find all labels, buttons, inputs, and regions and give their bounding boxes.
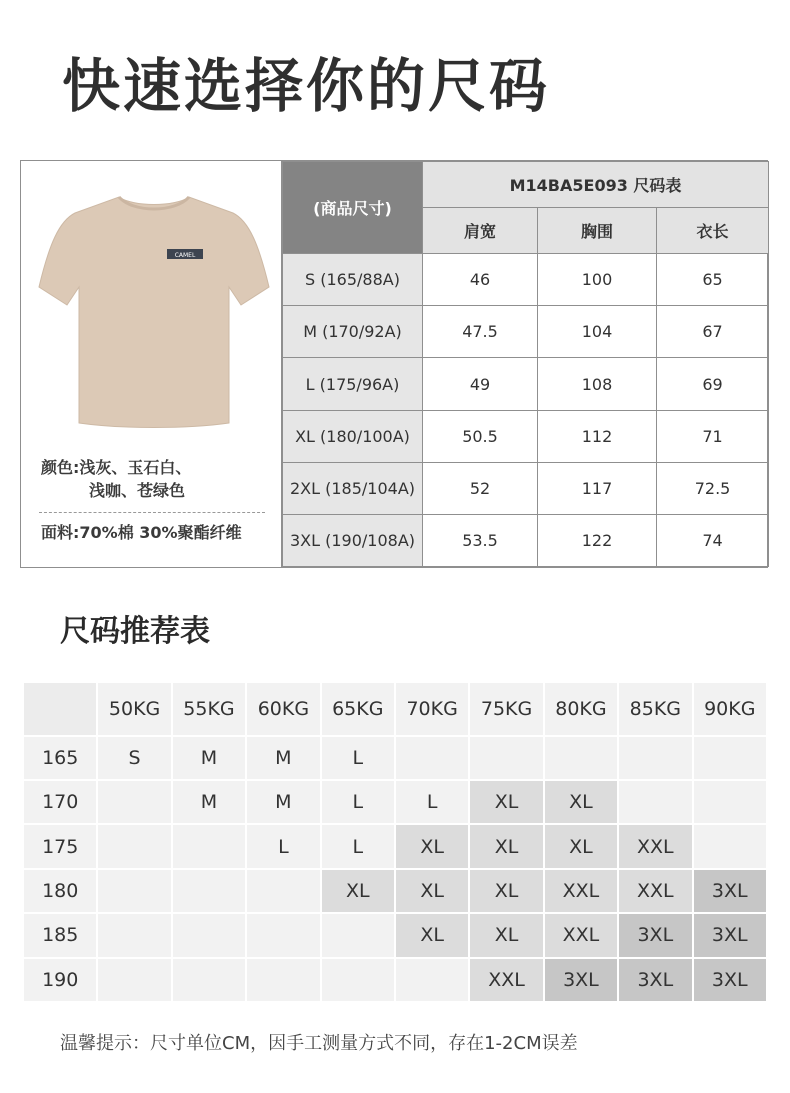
recommended-size bbox=[470, 737, 542, 779]
recommended-size: 3XL bbox=[545, 959, 617, 1001]
height-row bbox=[24, 737, 766, 779]
recommended-size: L bbox=[322, 737, 394, 779]
recommended-size bbox=[173, 825, 245, 867]
recommended-size bbox=[619, 737, 691, 779]
height-row bbox=[24, 959, 766, 1001]
size-chart-block bbox=[20, 160, 768, 568]
recommendation-title: 尺码推荐表 bbox=[60, 614, 210, 649]
recommended-size: L bbox=[322, 825, 394, 867]
recommended-size: XXL bbox=[619, 825, 691, 867]
recommended-size bbox=[173, 959, 245, 1001]
size-value: 72.5 bbox=[657, 462, 769, 514]
height-row bbox=[24, 914, 766, 956]
recommended-size: XXL bbox=[545, 914, 617, 956]
recommended-size bbox=[173, 870, 245, 912]
recommended-size: M bbox=[247, 737, 319, 779]
weight-header: 70KG bbox=[396, 683, 468, 735]
recommended-size bbox=[396, 737, 468, 779]
measurement-tip: 温馨提示：尺寸单位CM，因手工测量方式不同，存在1-2CM误差 bbox=[60, 1033, 578, 1054]
height-label: 185 bbox=[24, 914, 96, 956]
size-row bbox=[283, 254, 769, 306]
column-header-chest: 胸围 bbox=[538, 208, 657, 254]
fabric-info: 面料:70%棉 30%聚酯纤维 bbox=[41, 523, 242, 542]
recommended-size: 3XL bbox=[619, 959, 691, 1001]
size-value: 49 bbox=[423, 358, 538, 410]
size-label: S (165/88A) bbox=[283, 254, 423, 306]
size-value: 122 bbox=[538, 514, 657, 566]
size-value: 100 bbox=[538, 254, 657, 306]
recommended-size bbox=[322, 959, 394, 1001]
recommended-size bbox=[694, 825, 766, 867]
recommended-size: XL bbox=[470, 825, 542, 867]
size-value: 104 bbox=[538, 306, 657, 358]
weight-header: 75KG bbox=[470, 683, 542, 735]
recommended-size bbox=[694, 781, 766, 823]
recommended-size: 3XL bbox=[694, 914, 766, 956]
size-label: 2XL (185/104A) bbox=[283, 462, 423, 514]
height-label: 170 bbox=[24, 781, 96, 823]
size-row bbox=[283, 462, 769, 514]
size-value: 108 bbox=[538, 358, 657, 410]
recommended-size: L bbox=[322, 781, 394, 823]
recommended-size: XL bbox=[396, 870, 468, 912]
size-value: 47.5 bbox=[423, 306, 538, 358]
recommended-size: XL bbox=[396, 914, 468, 956]
recommended-size: XXL bbox=[470, 959, 542, 1001]
size-value: 69 bbox=[657, 358, 769, 410]
height-row bbox=[24, 870, 766, 912]
page-title: 快速选择你的尺码 bbox=[62, 52, 551, 120]
recommended-size: 3XL bbox=[619, 914, 691, 956]
height-label: 175 bbox=[24, 825, 96, 867]
height-label: 190 bbox=[24, 959, 96, 1001]
color-values-line1: 浅灰、玉石白、 bbox=[79, 458, 192, 477]
color-options bbox=[41, 456, 191, 480]
size-value: 117 bbox=[538, 462, 657, 514]
weight-header: 80KG bbox=[545, 683, 617, 735]
recommended-size bbox=[247, 914, 319, 956]
recommended-size: 3XL bbox=[694, 959, 766, 1001]
recommended-size bbox=[98, 825, 170, 867]
size-row bbox=[283, 306, 769, 358]
recommended-size bbox=[173, 914, 245, 956]
recommended-size: 3XL bbox=[694, 870, 766, 912]
height-label: 165 bbox=[24, 737, 96, 779]
size-row bbox=[283, 514, 769, 566]
color-label: 颜色: bbox=[41, 458, 80, 477]
size-value: 46 bbox=[423, 254, 538, 306]
recommended-size bbox=[694, 737, 766, 779]
recommended-size: XL bbox=[470, 781, 542, 823]
size-column-header: (商品尺寸) bbox=[283, 162, 423, 254]
height-row bbox=[24, 825, 766, 867]
recommended-size: XL bbox=[470, 914, 542, 956]
size-value: 67 bbox=[657, 306, 769, 358]
height-label: 180 bbox=[24, 870, 96, 912]
recommended-size: XL bbox=[470, 870, 542, 912]
recommended-size: XXL bbox=[619, 870, 691, 912]
color-values-line2: 浅咖、苍绿色 bbox=[89, 481, 186, 500]
weight-header: 90KG bbox=[694, 683, 766, 735]
recommended-size: XXL bbox=[545, 870, 617, 912]
recommended-size: XL bbox=[545, 781, 617, 823]
weight-header: 65KG bbox=[322, 683, 394, 735]
size-value: 65 bbox=[657, 254, 769, 306]
recommended-size: M bbox=[247, 781, 319, 823]
recommended-size: S bbox=[98, 737, 170, 779]
recommended-size bbox=[322, 914, 394, 956]
recommended-size bbox=[98, 959, 170, 1001]
corner-cell bbox=[24, 683, 96, 735]
recommended-size bbox=[619, 781, 691, 823]
size-value: 74 bbox=[657, 514, 769, 566]
recommended-size: M bbox=[173, 737, 245, 779]
tshirt-image bbox=[37, 191, 271, 431]
recommended-size bbox=[396, 959, 468, 1001]
column-header-length: 衣长 bbox=[657, 208, 769, 254]
recommended-size bbox=[98, 870, 170, 912]
size-table bbox=[282, 161, 769, 567]
weight-header: 85KG bbox=[619, 683, 691, 735]
recommended-size: L bbox=[247, 825, 319, 867]
size-row bbox=[283, 358, 769, 410]
weight-header: 50KG bbox=[98, 683, 170, 735]
recommended-size bbox=[98, 914, 170, 956]
recommended-size: XL bbox=[545, 825, 617, 867]
height-row bbox=[24, 781, 766, 823]
column-header-shoulder: 肩宽 bbox=[423, 208, 538, 254]
product-panel bbox=[21, 161, 282, 567]
recommended-size bbox=[545, 737, 617, 779]
size-row bbox=[283, 410, 769, 462]
recommended-size bbox=[247, 870, 319, 912]
size-value: 112 bbox=[538, 410, 657, 462]
size-label: XL (180/100A) bbox=[283, 410, 423, 462]
weight-header: 55KG bbox=[173, 683, 245, 735]
recommended-size: XL bbox=[322, 870, 394, 912]
divider bbox=[39, 512, 265, 513]
recommended-size: M bbox=[173, 781, 245, 823]
size-value: 71 bbox=[657, 410, 769, 462]
size-label: L (175/96A) bbox=[283, 358, 423, 410]
size-value: 53.5 bbox=[423, 514, 538, 566]
size-label: M (170/92A) bbox=[283, 306, 423, 358]
recommendation-table bbox=[22, 681, 768, 1003]
size-value: 50.5 bbox=[423, 410, 538, 462]
tshirt-body bbox=[39, 197, 269, 428]
size-label: 3XL (190/108A) bbox=[283, 514, 423, 566]
recommended-size: L bbox=[396, 781, 468, 823]
recommended-size bbox=[98, 781, 170, 823]
weight-header: 60KG bbox=[247, 683, 319, 735]
logo-badge-text: CAMEL bbox=[174, 252, 196, 259]
recommended-size: XL bbox=[396, 825, 468, 867]
size-value: 52 bbox=[423, 462, 538, 514]
model-title: M14BA5E093 尺码表 bbox=[423, 162, 769, 208]
recommended-size bbox=[247, 959, 319, 1001]
